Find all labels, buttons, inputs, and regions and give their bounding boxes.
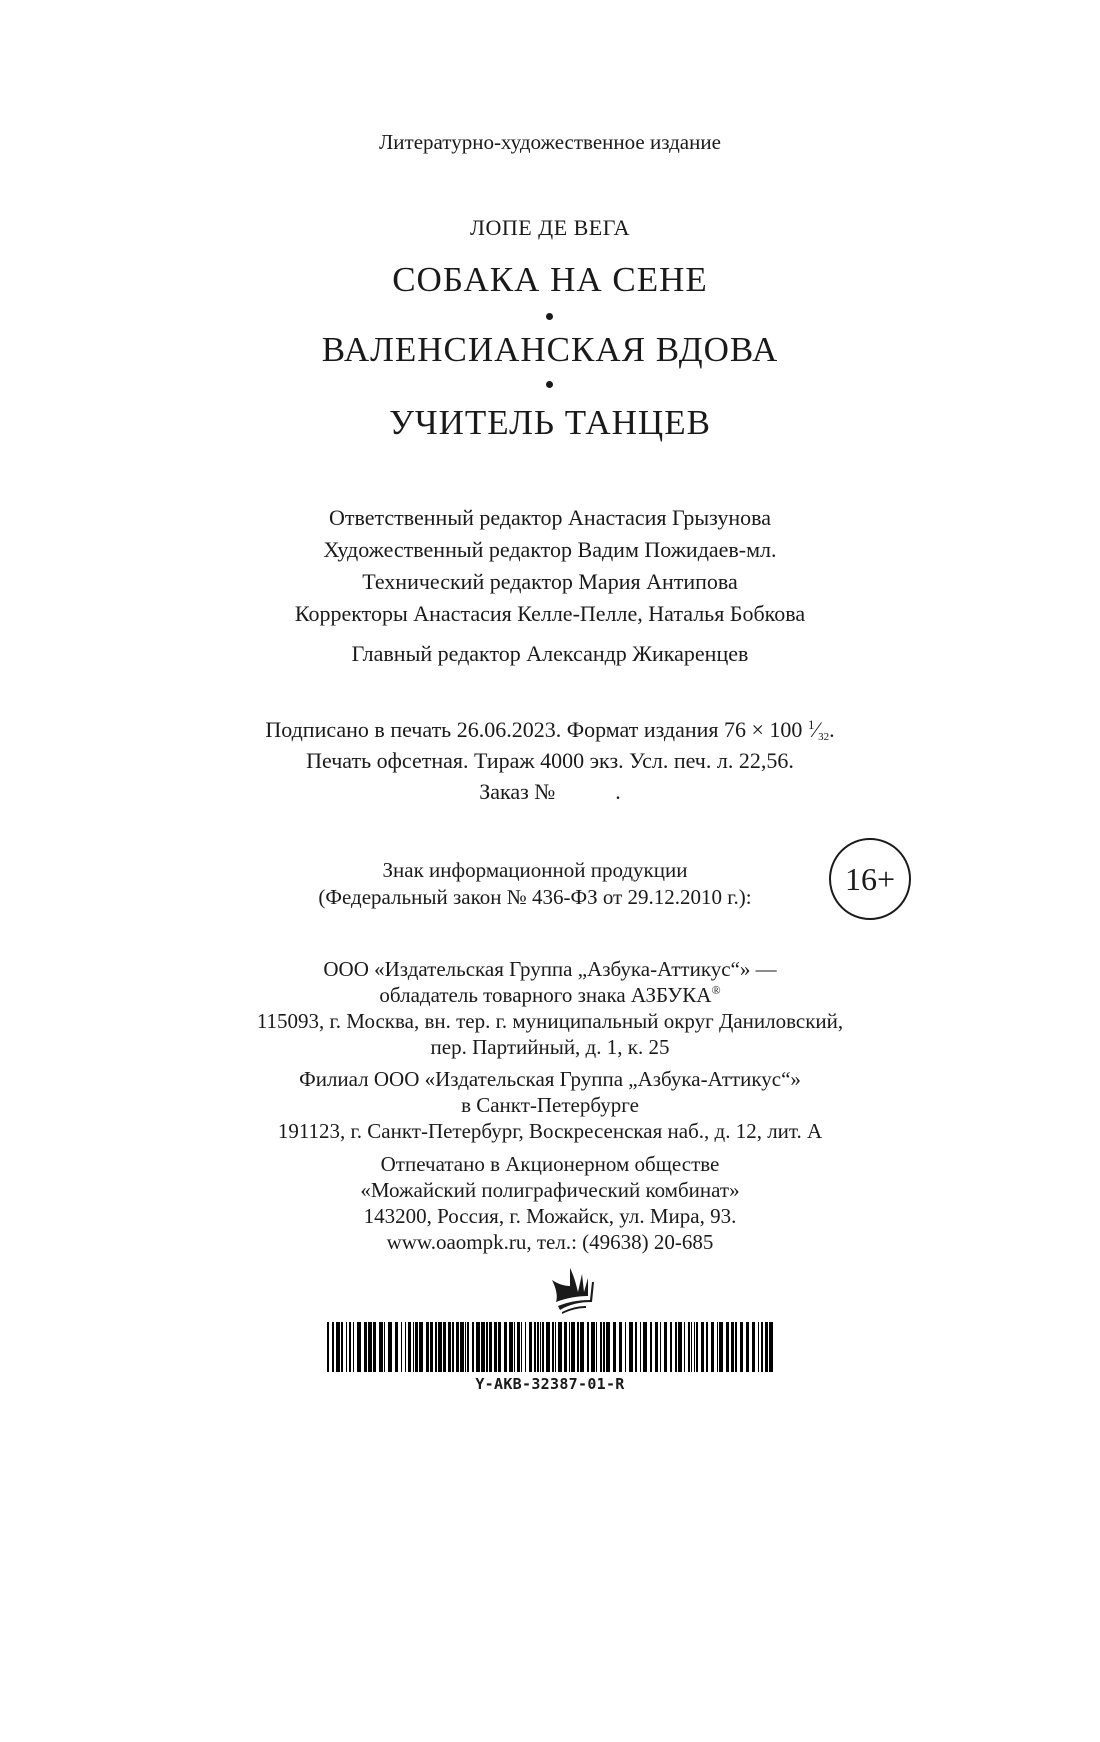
barcode-bar xyxy=(537,1322,539,1372)
order-number-period: . xyxy=(615,779,621,804)
barcode-bar xyxy=(509,1322,513,1372)
barcode-bar xyxy=(448,1322,451,1372)
barcode-bar xyxy=(625,1322,626,1372)
age-rating-label-2: (Федеральный закон № 436-ФЗ от 29.12.2010 г.): xyxy=(318,885,752,909)
publisher-line: ООО «Издательская Группа „Азбука-Аттикус“» — xyxy=(323,957,777,981)
barcode-bar xyxy=(726,1322,729,1372)
branch-line: в Санкт-Петербурге xyxy=(461,1093,639,1117)
barcode-bar xyxy=(569,1322,570,1372)
barcode-bar xyxy=(346,1322,347,1372)
barcode-bar xyxy=(472,1322,474,1372)
barcode-bar xyxy=(332,1322,334,1372)
format-slash: ⁄ xyxy=(814,717,819,742)
barcode-bar xyxy=(521,1322,522,1372)
barcode-bar xyxy=(635,1322,637,1372)
barcode-bar xyxy=(606,1322,610,1372)
barcode-bar xyxy=(368,1322,372,1372)
title-separator-dot xyxy=(546,381,553,388)
barcode-bar xyxy=(717,1322,718,1372)
barcode-bar xyxy=(514,1322,515,1372)
barcode-bar xyxy=(481,1322,485,1372)
publisher-line: пер. Партийный, д. 1, к. 25 xyxy=(430,1035,670,1059)
format-numerator: 1 xyxy=(807,717,815,732)
barcode-bar xyxy=(650,1322,652,1372)
barcode-bar xyxy=(758,1322,759,1372)
barcode-bar xyxy=(456,1322,459,1372)
barcode-bar xyxy=(373,1322,376,1372)
barcode-bar xyxy=(629,1322,633,1372)
barcode-bar xyxy=(415,1322,418,1372)
author-name: ЛОПЕ ДЕ ВЕГА xyxy=(470,215,630,240)
trademark-text: обладатель товарного знака АЗБУКА xyxy=(379,983,712,1007)
barcode-bar xyxy=(558,1322,562,1372)
barcode-bar xyxy=(694,1322,695,1372)
print-info-line-2: Печать офсетная. Тираж 4000 экз. Усл. печ. л. 22,56. xyxy=(306,748,794,773)
barcode-bar xyxy=(684,1322,685,1372)
print-info-line-1 xyxy=(0,717,1100,743)
barcode-bar xyxy=(660,1322,661,1372)
barcode-bar xyxy=(740,1322,743,1372)
barcode-bar xyxy=(540,1322,541,1372)
barcode-bar xyxy=(430,1322,433,1372)
title-2: ВАЛЕНСИАНСКАЯ ВДОВА xyxy=(321,330,779,369)
barcode-bar xyxy=(353,1322,354,1372)
age-rating-badge: 16+ xyxy=(829,838,911,920)
barcode-bar xyxy=(546,1322,550,1372)
barcode-bar xyxy=(577,1322,579,1372)
barcode-bar xyxy=(555,1322,556,1372)
barcode-bar xyxy=(443,1322,446,1372)
barcode-bar xyxy=(405,1322,406,1372)
age-rating-label-1: Знак информационной продукции xyxy=(382,858,688,882)
printer-contact-line: www.oaompk.ru, тел.: (49638) 20-685 xyxy=(386,1230,714,1254)
barcode-bar xyxy=(613,1322,616,1372)
barcode-bar xyxy=(476,1322,480,1372)
barcode-bar xyxy=(395,1322,398,1372)
print-info-period: . xyxy=(829,717,835,742)
barcode-bar xyxy=(701,1322,704,1372)
title-separator-dot xyxy=(546,313,553,320)
barcode-bar xyxy=(719,1322,723,1372)
barcode-label: Y-AKB-32387-01-R xyxy=(475,1375,625,1393)
barcode-bar xyxy=(675,1322,677,1372)
barcode-bar xyxy=(384,1322,385,1372)
barcode-bar xyxy=(696,1322,698,1372)
branch-line: 191123, г. Санкт-Петербург, Воскресенская наб., д. 12, лит. А xyxy=(277,1119,823,1143)
printer-line: «Можайский полиграфический комбинат» xyxy=(360,1178,740,1202)
barcode-bar xyxy=(769,1322,773,1372)
credit-line: Технический редактор Мария Антипова xyxy=(362,569,738,594)
barcode-bar xyxy=(731,1322,734,1372)
barcode-bar xyxy=(670,1322,672,1372)
barcode-bar xyxy=(678,1322,682,1372)
barcode-bar xyxy=(643,1322,647,1372)
barcode-bar xyxy=(525,1322,526,1372)
barcode-bar xyxy=(435,1322,437,1372)
publisher-line: 115093, г. Москва, вн. тер. г. муниципальный округ Даниловский, xyxy=(256,1009,844,1033)
barcode-bar xyxy=(504,1322,507,1372)
barcode-bar xyxy=(357,1322,361,1372)
barcode-bar xyxy=(564,1322,567,1372)
printer-line: Отпечатано в Акционерном обществе xyxy=(380,1152,720,1176)
credit-line: Корректоры Анастасия Келле-Пелле, Наталья Бобкова xyxy=(294,601,806,626)
barcode-bar xyxy=(691,1322,692,1372)
barcode-bar xyxy=(465,1322,466,1372)
barcode-bar xyxy=(587,1322,589,1372)
barcode-bar xyxy=(327,1322,329,1372)
barcode-bar xyxy=(529,1322,532,1372)
barcode-bar xyxy=(746,1322,749,1372)
barcode-bar xyxy=(467,1322,469,1372)
barcode-bar xyxy=(542,1322,544,1372)
order-number-label: Заказ № xyxy=(479,779,556,804)
barcode-bar xyxy=(600,1322,602,1372)
barcode-bar xyxy=(640,1322,641,1372)
credit-line: Художественный редактор Вадим Пожидаев-мл. xyxy=(323,537,777,562)
barcode-bar xyxy=(534,1322,536,1372)
barcode-bar xyxy=(765,1322,768,1372)
title-3: УЧИТЕЛЬ ТАНЦЕВ xyxy=(389,403,711,442)
barcode-bar xyxy=(603,1322,605,1372)
barcode-bar xyxy=(419,1322,423,1372)
barcode-bar xyxy=(596,1322,597,1372)
barcode-bar xyxy=(489,1322,492,1372)
barcode-bar xyxy=(341,1322,343,1372)
barcode-bar xyxy=(336,1322,340,1372)
print-info-text: Подписано в печать 26.06.2023. Формат издания 76 × 100 xyxy=(265,717,803,742)
barcode-bar xyxy=(438,1322,442,1372)
barcode-bar xyxy=(735,1322,737,1372)
barcode-bar xyxy=(580,1322,584,1372)
registered-mark: ® xyxy=(711,983,721,997)
barcode-bar xyxy=(711,1322,714,1372)
barcode-bar xyxy=(664,1322,667,1372)
barcode-bar xyxy=(364,1322,367,1372)
barcode-bar xyxy=(460,1322,464,1372)
barcode-bar xyxy=(388,1322,392,1372)
barcode-bar xyxy=(452,1322,454,1372)
barcode-bar xyxy=(401,1322,402,1372)
format-denominator: 32 xyxy=(818,731,830,743)
branch-line: Филиал ООО «Издательская Группа „Азбука-Аттикус“» xyxy=(299,1067,801,1091)
barcode-bar xyxy=(413,1322,414,1372)
barcode-bar xyxy=(494,1322,497,1372)
title-1: СОБАКА НА СЕНЕ xyxy=(392,260,708,299)
barcode-bar xyxy=(552,1322,554,1372)
credit-line: Главный редактор Александр Жикаренцев xyxy=(351,641,749,666)
credit-line: Ответственный редактор Анастасия Грызунова xyxy=(328,505,772,530)
barcode-bar xyxy=(517,1322,520,1372)
edition-type: Литературно-художественное издание xyxy=(379,130,721,154)
barcode-bar xyxy=(688,1322,690,1372)
barcode-bar xyxy=(498,1322,501,1372)
printer-crown-logo-icon xyxy=(548,1262,604,1318)
barcode-bar xyxy=(379,1322,383,1372)
barcode xyxy=(327,1322,773,1372)
barcode-bar xyxy=(706,1322,708,1372)
barcode-bar xyxy=(349,1322,351,1372)
barcode-bar xyxy=(571,1322,575,1372)
barcode-bar xyxy=(752,1322,755,1372)
barcode-bar xyxy=(655,1322,658,1372)
barcode-bar xyxy=(426,1322,429,1372)
printer-line: 143200, Россия, г. Можайск, ул. Мира, 93. xyxy=(363,1204,737,1228)
publisher-line xyxy=(0,983,1100,1008)
print-info-line-3 xyxy=(0,779,1100,805)
barcode-bar xyxy=(619,1322,622,1372)
barcode-bar xyxy=(761,1322,763,1372)
barcode-bar xyxy=(408,1322,411,1372)
barcode-bar xyxy=(486,1322,488,1372)
barcode-bar xyxy=(591,1322,595,1372)
